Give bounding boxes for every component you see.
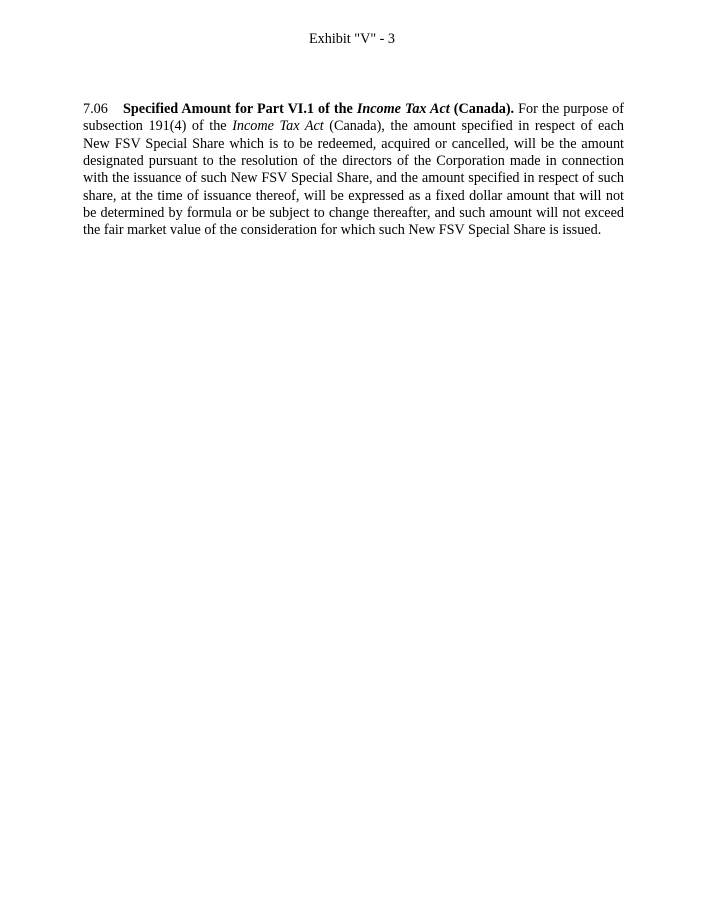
section-heading-part1: Specified Amount for Part VI.1 of the (123, 101, 357, 118)
page-header: Exhibit "V" - 3 (308, 31, 396, 47)
section-text-part1: For the purpose of subsection 191(4) of the (83, 101, 625, 135)
section-7-06 (83, 101, 624, 239)
section-text-act: Income Tax Act (232, 118, 324, 135)
section-heading-act: Income Tax Act (356, 101, 450, 118)
section-text-part2: (Canada), the amount specified in respect of each New FSV Special Share which is to be redeemed, acquired or cancelled, will be the amount designated pursuant to the resolution of the directors of the Corporation made in connection with the issuance of such New FSV Special Share, and the amount specified in respect of such share, at the time of issuance thereof, will be expressed as a fixed dollar amount that will not be determined by formula or be subject to change thereafter, and such amount will not exceed the fair market value of the consideration for which such New FSV Special Share is issued. (83, 118, 624, 239)
section-number: 7.06 (83, 101, 108, 118)
section-heading-part2: (Canada). (449, 101, 515, 118)
